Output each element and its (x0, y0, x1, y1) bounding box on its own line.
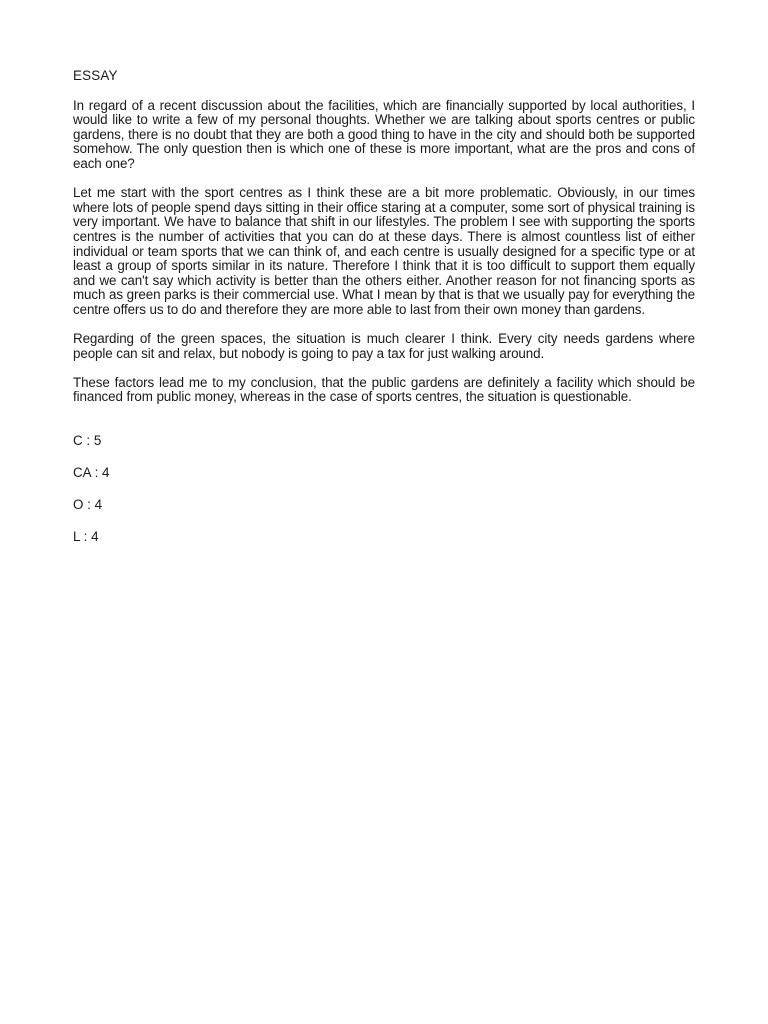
essay-body (73, 99, 695, 405)
essay-paragraph-green-spaces: Regarding of the green spaces, the situation is much clearer I think. Every city needs gardens where people can sit and relax, but nobody is going to pay a tax for just walking around. (73, 331, 695, 361)
score-organisation: O : 4 (73, 497, 103, 513)
essay-paragraph-intro: In regard of a recent discussion about the facilities, which are financially supported by local authorities, I would like to write a few of my personal thoughts. Whether we are talking about sports centres or public gardens, there is no doubt that they are both a good thing to have in the city and should both be supported somehow. The only question then is which one of these is more important, what are the pros and cons of each one? (73, 97, 695, 171)
score-content: C : 5 (73, 433, 102, 449)
essay-paragraph-sports-centres: Let me start with the sport centres as I think these are a bit more problematic. Obviously, in our times where lots of people spend days sitting in their office staring at a computer, some sort of physical training is very important. We have to balance that shift in our lifestyles. The problem I see with supporting the sports centres is the number of activities that you can do at these days. There is almost countless list of either individual or team sports that we can think of, and each centre is usually designed for a specific type or at least a group of sports similar in its nature. Therefore I think that it is too difficult to support them equally and we can't say which activity is better than the others either. Another reason for not financing sports as much as green parks is their commercial use. What I mean by that is that we usually pay for everything the centre offers us to do and therefore they are more able to last from their own money than gardens. (73, 185, 695, 317)
score-communicative-achievement: CA : 4 (73, 465, 110, 481)
essay-title: ESSAY (73, 68, 118, 83)
essay-paragraph-conclusion: These factors lead me to my conclusion, that the public gardens are definitely a facility which should be financed from public money, whereas in the case of sports centres, the situation is questionable. (73, 374, 695, 405)
score-language: L : 4 (73, 529, 99, 545)
score-list (73, 434, 695, 545)
